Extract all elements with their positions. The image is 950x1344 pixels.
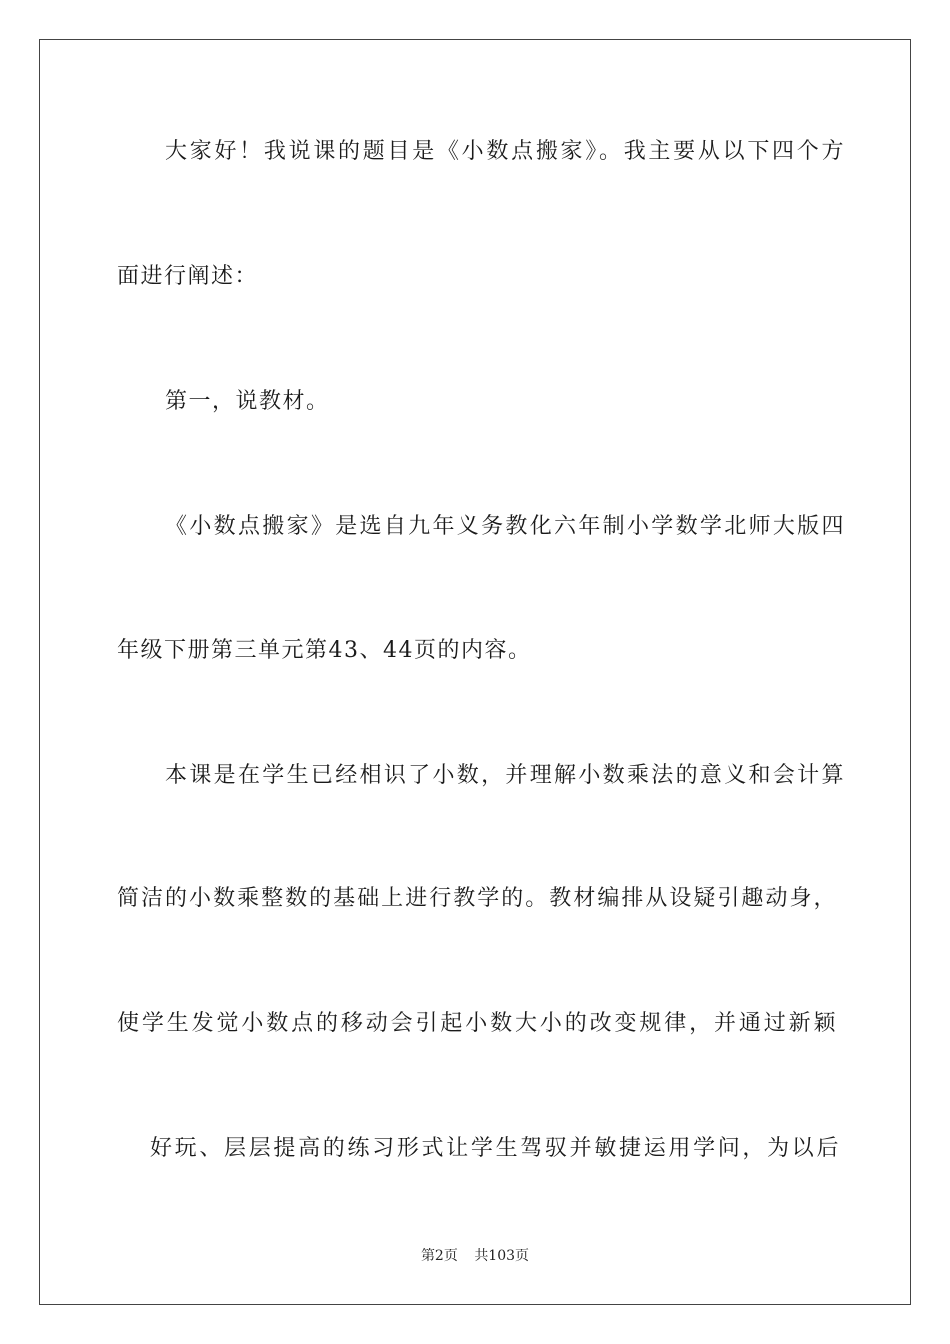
section-heading: 第一，说教材。 — [165, 389, 330, 414]
paragraph-line: 大家好！我说课的题目是《小数点搬家》。我主要从以下四个方 — [165, 139, 845, 164]
paragraph-line: 好玩、层层提高的练习形式让学生驾驭并敏捷运用学问，为以后 — [150, 1136, 840, 1161]
paragraph-line: 年级下册第三单元第43、44页的内容。 — [117, 638, 532, 663]
page-footer — [0, 1247, 950, 1265]
paragraph-line: 简洁的小数乘整数的基础上进行教学的。教材编排从设疑引趣动身， — [117, 886, 837, 911]
page-total: 共103页 — [474, 1248, 530, 1264]
paragraph-line: 《小数点搬家》是选自九年义务教化六年制小学数学北师大版四 — [165, 514, 845, 539]
page-number: 第2页 — [420, 1248, 458, 1264]
page-frame — [39, 39, 911, 1305]
paragraph-line: 面进行阐述： — [117, 264, 259, 289]
paragraph-line: 使学生发觉小数点的移动会引起小数大小的改变规律，并通过新颖 — [117, 1011, 837, 1036]
paragraph-line: 本课是在学生已经相识了小数，并理解小数乘法的意义和会计算 — [165, 763, 845, 788]
